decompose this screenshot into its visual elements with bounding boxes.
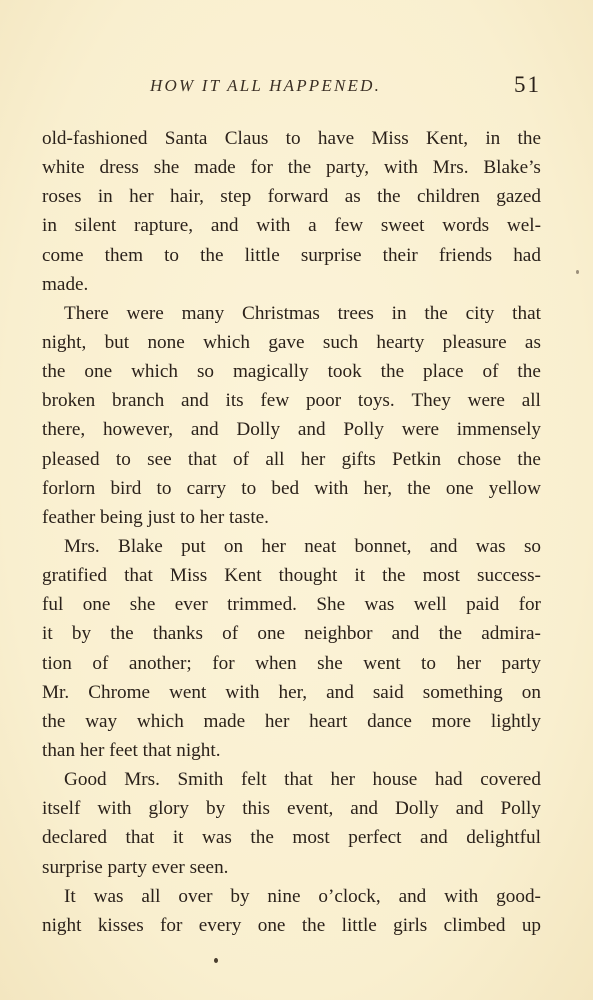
word: There	[64, 302, 109, 324]
word: when	[255, 652, 297, 674]
word: friends	[438, 244, 493, 266]
word: Polly	[500, 798, 541, 820]
word: for	[212, 652, 235, 674]
text-line	[42, 415, 541, 444]
word: Smith	[177, 769, 224, 791]
word: in	[485, 128, 501, 149]
word: by	[71, 623, 92, 645]
word: it	[172, 827, 184, 849]
word: pleased	[42, 448, 100, 470]
word: forward	[267, 186, 329, 208]
word: Kent,	[425, 128, 469, 149]
word: wel-	[506, 215, 541, 237]
word: party,	[326, 157, 369, 179]
word: pleasure	[442, 331, 507, 353]
text-line	[42, 532, 541, 561]
word: Mr.	[42, 681, 70, 703]
word: immensely	[456, 419, 541, 441]
word: Mrs.	[64, 535, 100, 557]
word: and	[210, 215, 239, 237]
word: their	[382, 244, 418, 266]
text-line	[42, 911, 541, 940]
word: the	[424, 302, 448, 324]
word: of	[233, 448, 249, 470]
word: the	[42, 710, 66, 732]
word: as	[524, 331, 541, 353]
word: the	[407, 477, 431, 499]
word: bed	[271, 477, 300, 499]
word: she	[153, 157, 180, 179]
word: said	[372, 681, 404, 703]
word: neat	[304, 535, 337, 557]
text-line: feather being just to her taste.	[42, 506, 269, 528]
word: to	[241, 477, 257, 499]
word: bonnet,	[354, 535, 412, 557]
word: one	[84, 361, 113, 383]
word: was	[93, 885, 124, 907]
word: climbed	[443, 914, 506, 936]
word: and	[350, 798, 379, 820]
word: went	[363, 652, 401, 674]
word: success-	[477, 565, 541, 587]
word: that	[187, 448, 217, 470]
word: was	[202, 827, 232, 849]
word: had	[434, 769, 463, 791]
word: most	[292, 827, 330, 849]
word: dance	[367, 710, 412, 732]
text-line	[42, 124, 541, 153]
word: sweet	[380, 215, 425, 237]
word: the	[301, 914, 326, 936]
word: itself	[42, 798, 81, 820]
word: Dolly	[395, 798, 439, 820]
text-line	[42, 211, 541, 240]
word: paid	[466, 594, 500, 616]
word: It	[64, 885, 76, 907]
word: Mrs.	[432, 157, 469, 179]
word: its	[225, 390, 244, 412]
word: the	[380, 361, 405, 383]
word: Mrs.	[124, 769, 160, 791]
paper-speck	[214, 958, 218, 963]
word: event,	[286, 798, 334, 820]
word: with	[383, 157, 418, 179]
word: way	[85, 710, 118, 732]
word: city	[465, 302, 495, 324]
word: it	[42, 623, 53, 645]
word: neighbor	[304, 623, 373, 645]
word: trimmed.	[227, 594, 297, 616]
word: that	[124, 565, 153, 587]
word: her	[330, 769, 355, 791]
word: was	[475, 535, 506, 557]
word: that	[512, 302, 541, 324]
word: of	[222, 623, 239, 645]
word: her	[456, 652, 481, 674]
word: a	[308, 215, 317, 237]
word: she	[317, 652, 343, 674]
word: made	[203, 710, 246, 732]
word: most	[422, 565, 460, 587]
word: carry	[186, 477, 227, 499]
word: over	[178, 885, 213, 907]
word: to	[115, 448, 131, 470]
word: and	[391, 623, 420, 645]
word: perfect	[348, 827, 402, 849]
word: all	[141, 885, 161, 907]
text-line	[42, 386, 541, 415]
word: her	[129, 186, 154, 208]
word: Blake’s	[483, 157, 541, 179]
word: to	[156, 477, 172, 499]
word: all	[265, 448, 285, 470]
word: admira-	[481, 623, 541, 645]
word: put	[181, 535, 206, 557]
word: the	[42, 361, 66, 383]
word: and	[429, 535, 458, 557]
word: and	[190, 419, 219, 441]
word: many	[181, 302, 225, 324]
word: went	[169, 681, 207, 703]
text-line	[42, 649, 541, 678]
word: the	[287, 157, 312, 179]
word: They	[411, 390, 451, 412]
word: to	[164, 244, 179, 266]
word: one	[257, 914, 286, 936]
text-line	[42, 561, 541, 590]
word: thanks	[152, 623, 203, 645]
word: night	[42, 914, 82, 936]
text-line	[42, 882, 541, 911]
text-line	[42, 794, 541, 823]
word: her	[300, 448, 326, 470]
word: ful	[42, 594, 64, 616]
word: the	[517, 128, 541, 149]
word: Blake	[118, 535, 163, 557]
word: her	[264, 710, 290, 732]
word: gifts	[341, 448, 376, 470]
word: ever	[174, 594, 208, 616]
text-line: surprise party ever seen.	[42, 856, 229, 878]
word: the	[200, 244, 224, 266]
word: tion	[42, 652, 72, 674]
word: yellow	[488, 477, 541, 499]
word: gazed	[496, 186, 541, 208]
word: them	[104, 244, 143, 266]
text-line: made.	[42, 273, 89, 295]
word: Chrome	[88, 681, 151, 703]
word: Miss	[169, 565, 208, 587]
word: more	[431, 710, 472, 732]
word: there,	[42, 419, 86, 441]
word: the	[250, 827, 274, 849]
word: Claus	[224, 128, 269, 149]
word: she	[129, 594, 156, 616]
word: the	[377, 186, 401, 208]
word: and	[181, 390, 209, 412]
word: night,	[42, 331, 87, 353]
word: in	[391, 302, 407, 324]
text-line	[42, 678, 541, 707]
word: poor	[305, 390, 342, 412]
word: with	[444, 885, 479, 907]
word: and	[398, 885, 427, 907]
word: Christmas	[242, 302, 320, 324]
word: of	[92, 652, 109, 674]
word: gratified	[42, 565, 107, 587]
word: which	[203, 331, 250, 353]
word: place	[423, 361, 464, 383]
word: which	[131, 361, 178, 383]
word: nine	[267, 885, 301, 907]
word: something	[422, 681, 503, 703]
word: which	[136, 710, 184, 732]
word: up	[521, 914, 541, 936]
word: Santa	[164, 128, 208, 149]
word: old-fashioned	[42, 128, 148, 149]
word: trees	[337, 302, 374, 324]
word: as	[344, 186, 361, 208]
word: one	[445, 477, 474, 499]
word: had	[513, 244, 541, 266]
word: took	[327, 361, 362, 383]
word: the	[517, 361, 541, 383]
text-line	[42, 707, 541, 736]
text-line	[42, 823, 541, 852]
word: little	[244, 244, 280, 266]
text-line	[42, 241, 541, 270]
word: girls	[393, 914, 428, 936]
word: so	[523, 535, 541, 557]
word: another;	[128, 652, 192, 674]
word: little	[341, 914, 377, 936]
word: children	[416, 186, 480, 208]
word: branch	[112, 390, 165, 412]
word: gave	[268, 331, 305, 353]
word: one	[257, 623, 286, 645]
body-text	[42, 124, 541, 940]
word: words	[442, 215, 490, 237]
word: few	[334, 215, 364, 237]
word: lightly	[490, 710, 541, 732]
word: on	[223, 535, 244, 557]
word: heart	[309, 710, 348, 732]
word: so	[196, 361, 214, 383]
word: to	[285, 128, 301, 149]
word: none	[147, 331, 185, 353]
word: her	[261, 535, 286, 557]
word: one	[82, 594, 111, 616]
word: this	[242, 798, 270, 820]
text-line	[42, 445, 541, 474]
text-line	[42, 619, 541, 648]
word: thought	[278, 565, 338, 587]
word: party	[501, 652, 541, 674]
word: that	[125, 827, 155, 849]
word: with	[256, 215, 291, 237]
word: have	[317, 128, 355, 149]
word: Polly	[343, 419, 384, 441]
word: felt	[240, 769, 267, 791]
word: were	[401, 419, 439, 441]
word: such	[322, 331, 359, 353]
word: delightful	[466, 827, 541, 849]
word: Dolly	[236, 419, 281, 441]
text-line	[42, 153, 541, 182]
text-line: than her feet that night.	[42, 739, 221, 761]
word: She	[316, 594, 346, 616]
word: for	[250, 157, 273, 179]
word: by	[230, 885, 250, 907]
word: Good	[64, 769, 107, 791]
word: roses	[42, 186, 82, 208]
word: silent	[74, 215, 117, 237]
word: step	[220, 186, 252, 208]
word: of	[482, 361, 499, 383]
word: the	[382, 565, 406, 587]
word: the	[517, 448, 541, 470]
word: the	[110, 623, 134, 645]
word: kisses	[97, 914, 144, 936]
word: hearty	[376, 331, 425, 353]
running-head-title: HOW IT ALL HAPPENED.	[150, 76, 382, 95]
text-line	[42, 765, 541, 794]
word: with	[314, 477, 349, 499]
word: well	[413, 594, 447, 616]
text-line	[42, 357, 541, 386]
word: were	[467, 390, 505, 412]
word: declared	[42, 827, 107, 849]
word: Miss	[371, 128, 409, 149]
word: was	[364, 594, 395, 616]
word: come	[42, 244, 84, 266]
text-line	[42, 474, 541, 503]
text-line	[42, 299, 541, 328]
word: with	[225, 681, 260, 703]
word: to	[421, 652, 436, 674]
word: good-	[496, 885, 541, 907]
paper-speck	[576, 270, 579, 274]
text-line	[42, 590, 541, 619]
word: covered	[480, 769, 541, 791]
word: in	[97, 186, 113, 208]
word: it	[354, 565, 366, 587]
word: toys.	[357, 390, 395, 412]
word: all	[521, 390, 541, 412]
word: broken	[42, 390, 96, 412]
word: every	[198, 914, 242, 936]
word: hair,	[170, 186, 204, 208]
word: forlorn	[42, 477, 96, 499]
word: the	[438, 623, 463, 645]
word: white	[42, 157, 85, 179]
word: in	[42, 215, 57, 237]
word: few	[260, 390, 290, 412]
word: however,	[102, 419, 174, 441]
word: and	[455, 798, 484, 820]
word: for	[518, 594, 541, 616]
word: and	[326, 681, 354, 703]
word: Petkin	[392, 448, 442, 470]
word: house	[372, 769, 418, 791]
text-line	[42, 182, 541, 211]
word: chose	[457, 448, 502, 470]
word: by	[206, 798, 226, 820]
word: rapture,	[133, 215, 194, 237]
word: on	[521, 681, 541, 703]
word: glory	[148, 798, 190, 820]
word: made	[194, 157, 236, 179]
word: her,	[278, 681, 308, 703]
word: that	[284, 769, 313, 791]
text-line	[42, 328, 541, 357]
word: surprise	[300, 244, 362, 266]
word: her,	[363, 477, 393, 499]
word: and	[420, 827, 448, 849]
word: Kent	[224, 565, 262, 587]
word: bird	[110, 477, 142, 499]
word: magically	[232, 361, 309, 383]
word: but	[104, 331, 130, 353]
word: were	[126, 302, 164, 324]
word: o’clock,	[318, 885, 381, 907]
word: and	[297, 419, 326, 441]
word: for	[160, 914, 183, 936]
page-number: 51	[514, 72, 541, 97]
word: dress	[99, 157, 139, 179]
word: see	[147, 448, 172, 470]
word: with	[97, 798, 132, 820]
